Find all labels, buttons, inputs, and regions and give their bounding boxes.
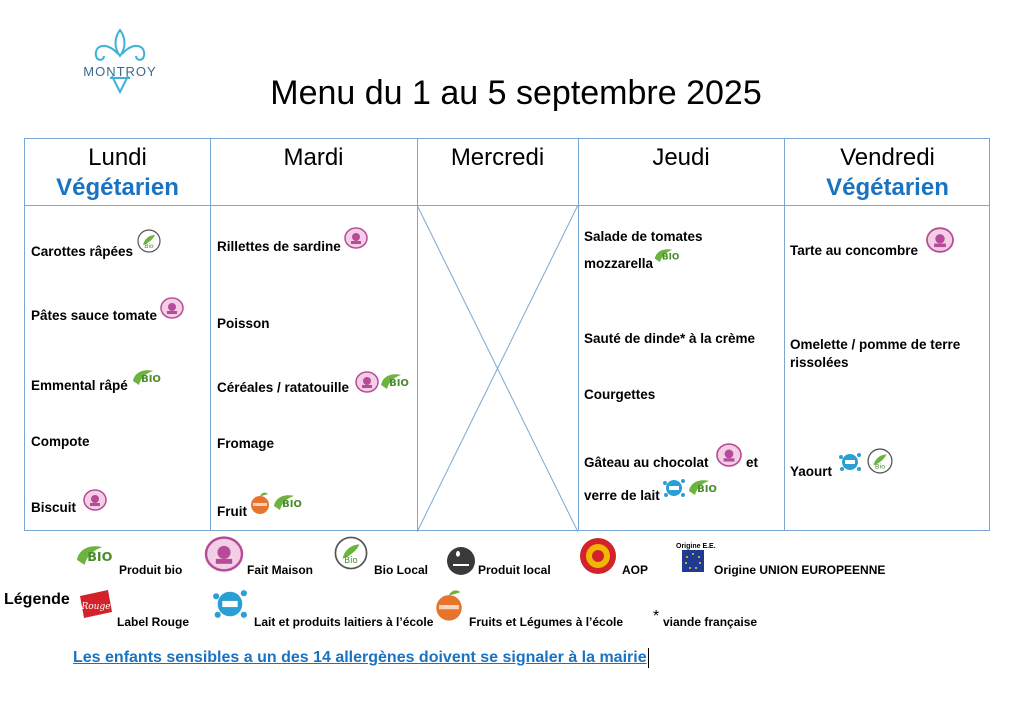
text-cursor bbox=[648, 648, 649, 668]
legend-label: AOP bbox=[622, 563, 649, 577]
allergen-notice-link[interactable] bbox=[73, 648, 649, 668]
menu-item-label: Courgettes bbox=[584, 387, 656, 402]
menu-item bbox=[31, 243, 133, 261]
bio-label-icon bbox=[272, 492, 306, 519]
svg-text:BIO: BIO bbox=[389, 378, 409, 389]
menu-item-label: Rillettes de sardine bbox=[217, 239, 341, 254]
day-subtitle: Végétarien bbox=[826, 174, 949, 201]
legend-label: Produit local bbox=[478, 563, 551, 577]
fait-maison-icon bbox=[344, 227, 368, 254]
menu-item bbox=[217, 379, 349, 397]
menu-item bbox=[584, 255, 653, 273]
label-rouge-icon bbox=[78, 590, 114, 625]
menu-item bbox=[217, 315, 270, 333]
menu-item-label: Carottes râpées bbox=[31, 244, 134, 259]
day-name: Jeudi bbox=[652, 144, 710, 171]
fait-maison-icon bbox=[83, 489, 107, 516]
legend-label: Fruits et Légumes à l’école bbox=[469, 615, 624, 629]
legend-label: Origine UNION EUROPEENNE bbox=[714, 563, 886, 577]
svg-text:BIO: BIO bbox=[282, 499, 302, 510]
day-subtitle: Végétarien bbox=[56, 174, 179, 201]
eu-flag-icon bbox=[682, 550, 704, 577]
legend-label: Fait Maison bbox=[247, 563, 314, 577]
legend-label: Bio Local bbox=[374, 563, 429, 577]
fait-maison-icon bbox=[355, 371, 379, 398]
produit-local-icon bbox=[446, 546, 476, 581]
day-header-mardi bbox=[210, 143, 417, 173]
svg-text:Bio: Bio bbox=[344, 555, 358, 566]
lait-ecole-icon bbox=[661, 475, 687, 506]
menu-item-label: Sauté de dinde* à la crème bbox=[584, 331, 756, 346]
day-header-jeudi bbox=[578, 143, 784, 173]
column-divider bbox=[210, 139, 211, 530]
day-name: Mercredi bbox=[450, 144, 545, 171]
menu-item-label: Biscuit bbox=[31, 500, 77, 515]
menu-item-label: Pâtes sauce tomate bbox=[31, 308, 158, 323]
menu-item-label: rissolées bbox=[790, 355, 849, 370]
menu-item bbox=[217, 238, 341, 256]
menu-item-label: Yaourt bbox=[790, 464, 833, 479]
menu-item bbox=[217, 435, 274, 453]
lait-ecole-icon bbox=[837, 449, 863, 480]
day-header-vendredi bbox=[784, 143, 991, 203]
menu-item bbox=[584, 454, 709, 472]
fait-maison-icon bbox=[160, 297, 184, 324]
svg-text:BIO: BIO bbox=[697, 484, 717, 495]
menu-item-label: mozzarella bbox=[584, 256, 654, 271]
menu-item-label: Compote bbox=[31, 434, 90, 449]
menu-item-label: Fruit bbox=[217, 504, 247, 519]
menu-item bbox=[584, 386, 655, 404]
menu-item bbox=[31, 499, 76, 517]
bio-label-icon bbox=[131, 367, 165, 394]
menu-item bbox=[584, 228, 703, 246]
page-title: Menu du 1 au 5 septembre 2025 bbox=[270, 74, 762, 112]
svg-text:BIO: BIO bbox=[661, 252, 680, 263]
bio-label-icon bbox=[687, 477, 721, 504]
lait-ecole-icon bbox=[209, 584, 251, 629]
menu-item bbox=[217, 503, 247, 521]
allergen-notice-text: Les enfants sensibles a un des 14 allergènes doivent se signaler à la mairie bbox=[73, 649, 647, 667]
legend-label: Lait et produits laitiers à l’école bbox=[254, 615, 434, 629]
fait-maison-icon bbox=[715, 443, 743, 472]
day-header-mercredi bbox=[417, 143, 578, 173]
menu-item-label: Fromage bbox=[217, 436, 275, 451]
menu-item-label: Salade de tomates bbox=[584, 229, 703, 244]
fait-maison-icon bbox=[925, 227, 955, 258]
fait-maison-icon bbox=[204, 536, 244, 577]
menu-item-label: Gâteau au chocolat bbox=[584, 455, 709, 470]
fruits-legumes-ecole-icon bbox=[248, 491, 272, 520]
aop-seal-icon bbox=[576, 537, 620, 580]
svg-text:Rouge: Rouge bbox=[81, 602, 111, 612]
svg-text:Bio: Bio bbox=[144, 243, 154, 250]
menu-item bbox=[790, 336, 960, 354]
bio-local-icon bbox=[867, 448, 893, 479]
menu-item-label: Omelette / pomme de terre bbox=[790, 337, 961, 352]
menu-item bbox=[31, 307, 157, 325]
menu-item bbox=[790, 354, 849, 372]
bio-label-icon bbox=[74, 542, 118, 575]
logo-text: MONTROY bbox=[83, 64, 157, 79]
menu-item bbox=[584, 330, 755, 348]
menu-item bbox=[790, 463, 832, 481]
legend-title: Légende bbox=[4, 591, 70, 608]
menu-item-label: Céréales / ratatouille bbox=[217, 380, 350, 395]
menu-item-label: Tarte au concombre bbox=[790, 243, 919, 258]
menu-item-label: verre de lait bbox=[584, 488, 660, 503]
menu-table bbox=[24, 138, 990, 531]
menu-item bbox=[790, 242, 918, 260]
eu-origin-caption: Origine E.E. bbox=[676, 543, 716, 550]
fruits-legumes-ecole-icon bbox=[432, 588, 466, 627]
menu-item-label: Emmental râpé bbox=[31, 378, 128, 393]
menu-item bbox=[31, 377, 128, 395]
legend-label: Produit bio bbox=[119, 563, 183, 577]
svg-text:BIO: BIO bbox=[141, 374, 161, 385]
legend-label: Label Rouge bbox=[117, 615, 190, 629]
viande-asterisk: * bbox=[653, 608, 660, 625]
column-divider bbox=[578, 139, 579, 530]
no-school-cross bbox=[417, 205, 578, 532]
legend-label: viande française bbox=[663, 615, 758, 629]
day-name: Lundi bbox=[88, 144, 147, 171]
day-name: Vendredi bbox=[840, 144, 935, 171]
bio-label-icon bbox=[379, 371, 413, 398]
menu-item-label: et bbox=[746, 455, 759, 470]
menu-item bbox=[584, 487, 660, 505]
bio-label-icon bbox=[653, 246, 683, 271]
day-header-lundi bbox=[25, 143, 210, 203]
menu-item-label: Poisson bbox=[217, 316, 270, 331]
menu-item bbox=[746, 454, 758, 472]
day-name: Mardi bbox=[283, 144, 344, 171]
menu-item bbox=[31, 433, 90, 451]
bio-local-icon bbox=[334, 536, 368, 575]
bio-local-icon bbox=[137, 229, 161, 258]
svg-text:BIO: BIO bbox=[87, 549, 113, 565]
svg-text:Bio: Bio bbox=[874, 462, 886, 471]
